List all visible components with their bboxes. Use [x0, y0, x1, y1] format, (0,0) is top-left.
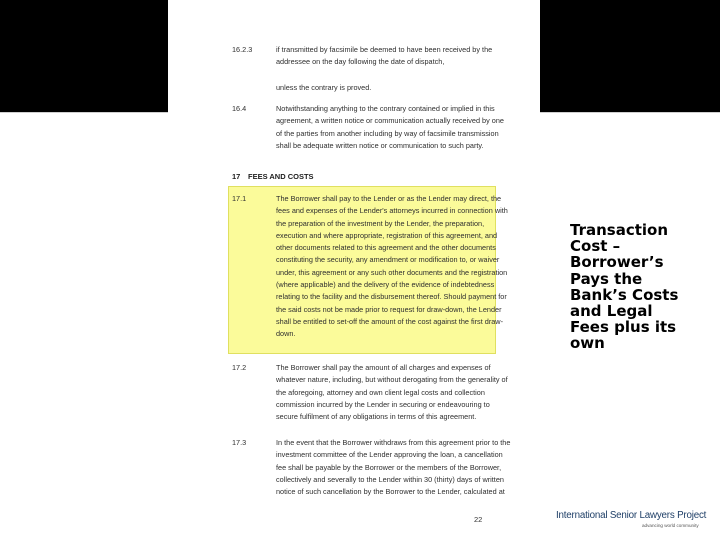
clause-line: whatever nature, including, but without derogating from the generality of: [276, 375, 508, 385]
clause-line: The Borrower shall pay the amount of all charges and expenses of: [276, 363, 491, 372]
clause-line: secure fulfilment of any obligations in terms of this agreement.: [276, 412, 477, 422]
clause-line: shall be entitled to set-off the amount of the cost against the first draw-: [276, 316, 504, 326]
section-number: 17: [232, 172, 241, 181]
clause-line: (where applicable) and the delivery of the evidence of indebtedness: [276, 280, 495, 290]
caption-line: own: [570, 334, 605, 353]
caption-line: Cost –: [570, 237, 621, 256]
organization-tagline: advancing world community: [642, 523, 699, 528]
clause-number: 17.3: [232, 438, 247, 447]
clause-line: if transmitted by facsimile be deemed to have been received by the: [276, 45, 493, 54]
clause-line: The Borrower shall pay to the Lender or as the Lender may direct, the: [276, 194, 502, 203]
clause-line: addressee on the day following the date of dispatch,: [276, 57, 445, 67]
clause-line: of the parties from another including by way of facsimile transmission: [276, 128, 499, 138]
section-heading: [232, 172, 314, 181]
clause-line: agreement, a written notice or communication actually received by one: [276, 116, 504, 126]
top-black-band-right: [540, 0, 720, 112]
document-page: [168, 0, 540, 540]
clause-text: [276, 362, 540, 423]
clause-number: 17.1: [232, 194, 247, 203]
clause-line: shall be adequate written notice or communication to such party.: [276, 140, 484, 150]
clause-line: relating to the facility and the disbursement thereof. Should payment for: [276, 292, 507, 302]
caption-line: and Legal: [570, 302, 653, 321]
clause-line: the preparation of the investment by the Lender, the preparation,: [276, 218, 485, 228]
caption-line: Borrower’s: [570, 253, 664, 272]
top-black-band-left: [0, 0, 168, 112]
clause-line: fee shall be payable by the Borrower or the members of the Borrower,: [276, 462, 502, 472]
caption-line: Pays the: [570, 269, 643, 288]
clause-line: the said costs not be made prior to request for draw-down, the Lender: [276, 304, 502, 314]
clause-line: fees and expenses of the Lender's attorneys incurred in connection with: [276, 206, 508, 216]
clause-line: commission incurred by the Lender in securing or endeavouring to: [276, 399, 490, 409]
clause-number: 16.2.3: [232, 45, 253, 54]
clause-line: investment committee of the Lender approving the loan, a cancellation: [276, 450, 503, 460]
clause-number: 17.2: [232, 363, 247, 372]
clause-line: In the event that the Borrower withdraws from this agreement prior to the: [276, 438, 511, 447]
caption-line: Fees plus its: [570, 318, 677, 337]
organization-name: International Senior Lawyers Project: [556, 510, 707, 521]
caption-line: Transaction: [570, 221, 669, 239]
clause-line: notice of such cancellation by the Borrower to the Lender, calculated at: [276, 487, 505, 497]
clause-text: [276, 437, 540, 498]
section-title: FEES AND COSTS: [248, 172, 314, 181]
clause-line: constituting the security, any amendment or modification to, or waiver: [276, 255, 500, 265]
clause-line: under, this agreement or any such other documents and the registration: [276, 267, 508, 277]
page-number: 22: [474, 515, 483, 524]
clause-line: Notwithstanding anything to the contrary contained or implied in this: [276, 104, 495, 113]
clause-text: [276, 103, 540, 152]
caption-line: Bank’s Costs: [570, 285, 679, 304]
clause-line: other documents related to this agreement and the other documents: [276, 243, 496, 253]
clause-continuation: unless the contrary is proved.: [276, 83, 372, 92]
clause-line: execution and where appropriate, registration of this agreement, and: [276, 230, 498, 240]
clause-line: collectively and severally to the Lender within 30 (thirty) days of written: [276, 474, 504, 484]
clause-text: [276, 44, 540, 69]
clause-text: [276, 193, 540, 341]
clause-line: the aforegoing, attorney and own client legal costs and collection: [276, 387, 485, 397]
slide-caption: [570, 222, 710, 352]
clause-number: 16.4: [232, 104, 247, 113]
isl-logo: [548, 506, 713, 536]
clause-line: down.: [276, 329, 296, 339]
